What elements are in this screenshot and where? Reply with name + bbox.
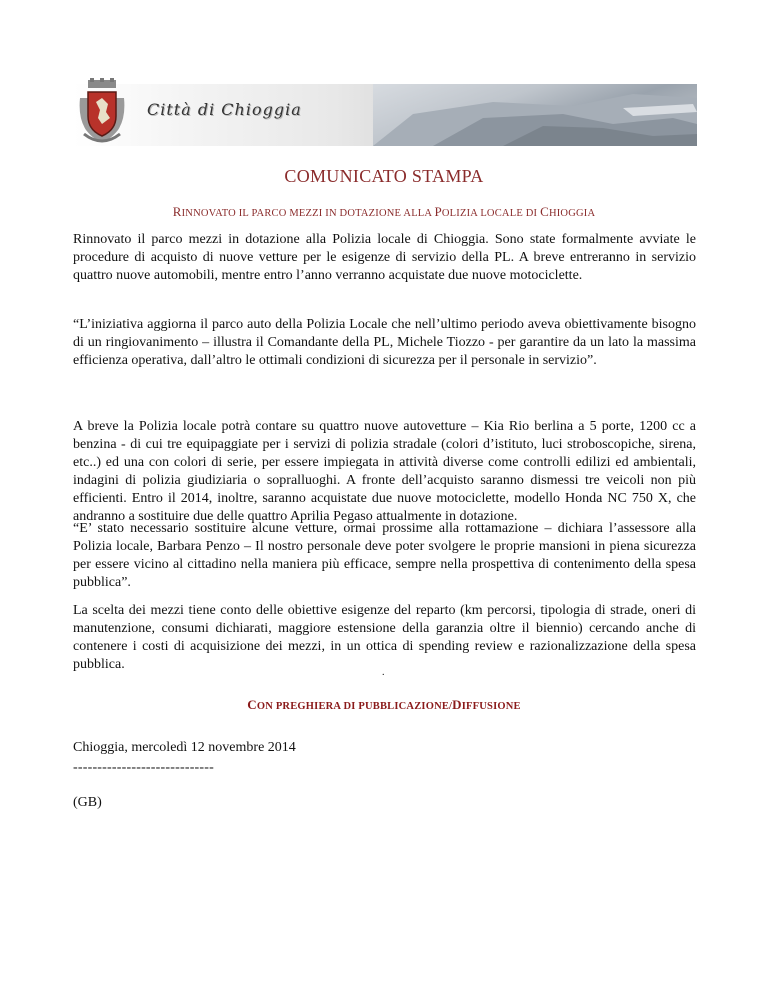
city-aerial-photo	[373, 84, 697, 146]
body-paragraph: La scelta dei mezzi tiene conto delle obiettive esigenze del reparto (km percorsi, tipologia di strade, oneri di manutenzione, consumi dichiarati, maggiore estensione della garanzia oltre il biennio) cercando anche di contenere i costi di acquisizione dei mezzi, in un ottica di spending review e razionalizzazione della spesa pubblica.	[73, 603, 696, 672]
letterhead	[73, 78, 697, 150]
subtitle-initial: C	[540, 204, 549, 219]
page-title: COMUNICATO STAMPA	[284, 166, 484, 186]
dashed-separator: -----------------------------	[73, 760, 215, 775]
subtitle-text: HIOGGIA	[548, 208, 596, 219]
dateline: Chioggia, mercoledì 12 novembre 2014	[73, 740, 296, 755]
body-paragraph: “L’iniziativa aggiorna il parco auto della Polizia Locale che nell’ultimo periodo aveva obiettivamente bisogno di un ringiovanimento – illustra il Comandante della PL, Michele Tiozzo - per garantire da un lato la massima efficienza operativa, dall’altro le ottimali condizioni di sicurezza per il personale in servizio”.	[73, 317, 696, 368]
subtitle-text: OLIZIA LOCALE DI	[441, 208, 541, 219]
subtitle-text: INNOVATO IL PARCO MEZZI IN DOTAZIONE ALLA	[181, 208, 435, 219]
request-text: IFFUSIONE	[461, 701, 521, 712]
subtitle-initial: R	[172, 204, 182, 219]
request-initial: C	[247, 697, 257, 712]
request-text: ON PREGHIERA DI PUBBLICAZIONE/	[256, 701, 453, 712]
author-initials: (GB)	[73, 795, 102, 810]
city-name: Città di Chioggia	[147, 100, 302, 119]
publication-request	[0, 697, 768, 713]
press-release-subtitle	[0, 204, 768, 220]
body-paragraph: Rinnovato il parco mezzi in dotazione alla Polizia locale di Chioggia. Sono state formalmente avviate le procedure di acquisto di nuove vetture per le esigenze di servizio della PL. A breve entreranno in servizio quattro nuove automobili, mentre entro l’anno verranno acquistate due nuove motociclette.	[73, 232, 696, 283]
body-paragraph: “E’ stato necessario sostituire alcune vetture, ormai prossime alla rottamazione – dichiara l’assessore alla Polizia locale, Barbara Penzo – Il nostro personale deve poter svolgere le proprie mansioni in piena sicurezza per essere vicino al cittadino nella maniera più efficace, sempre nella prospettiva di contenimento della spesa pubblica”.	[73, 521, 696, 590]
request-initial: D	[452, 697, 462, 712]
separator-dot: .	[382, 667, 385, 678]
body-paragraph: A breve la Polizia locale potrà contare su quattro nuove autovetture – Kia Rio berlina a 5 porte, 1200 cc a benzina - di cui tre equipaggiate per i servizi di polizia stradale (colori d’istituto, luci stroboscopiche, sirena, etc..) ed una con colori di serie, per essere impiegata in attività diverse come controlli edilizi ed ambientali, indagini di polizia giudiziaria o sopralluoghi. A fronte dell’acquisto saranno dismessi tre veicoli non più efficienti. Entro il 2014, inoltre, saranno acquistate due nuove motociclette, modello Honda NC 750 X, che andranno a sostituire due delle quattro Aprilia Pegaso attualmente in dotazione.	[73, 419, 696, 524]
subtitle-initial: P	[434, 204, 442, 219]
city-crest-icon	[76, 78, 128, 148]
